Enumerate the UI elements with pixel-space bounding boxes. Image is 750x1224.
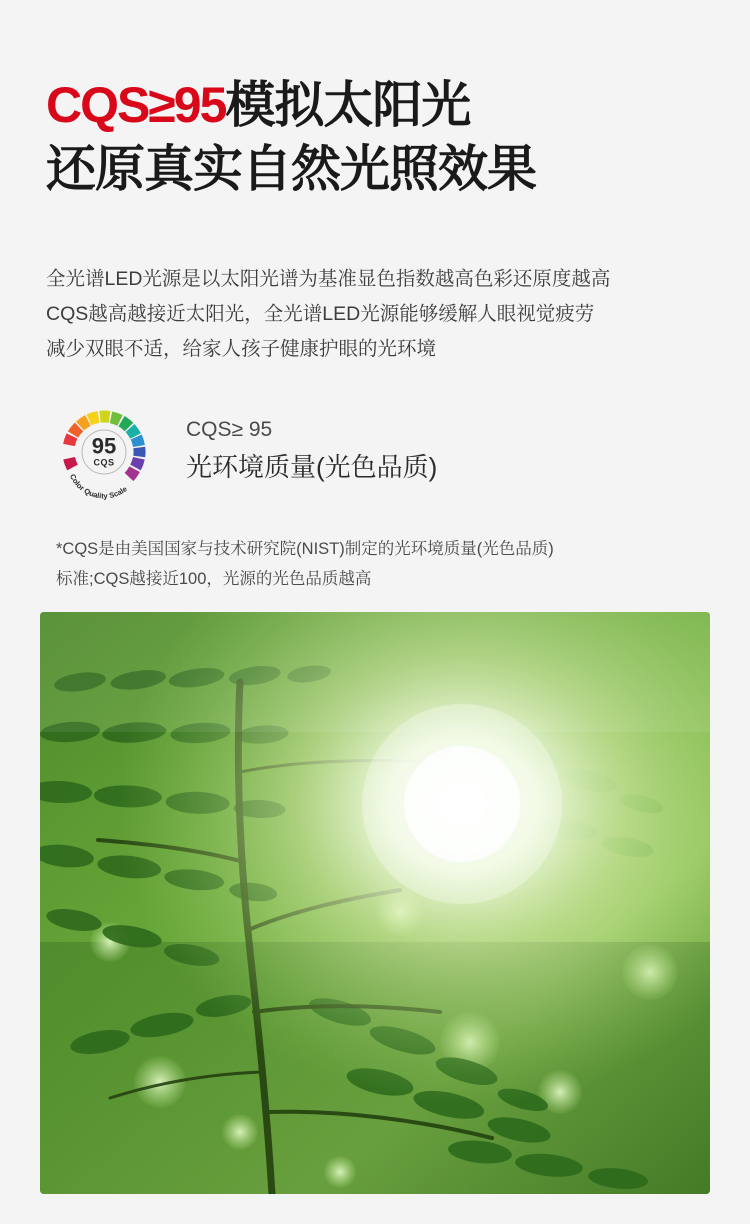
footnote (56, 534, 716, 594)
headline-line-2: 还原真实自然光照效果 (46, 141, 536, 197)
paragraph-line-1: 全光谱LED光源是以太阳光谱为基准显色指数越高色彩还原度越高 (46, 268, 611, 290)
badge-text-block (186, 416, 437, 486)
sunlight-through-leaves-photo (40, 612, 710, 1194)
intro-paragraph (46, 262, 706, 367)
svg-text:Color Quality Scale: Color Quality Scale (67, 472, 129, 501)
page-title (46, 76, 726, 198)
cqs-badge-row (46, 408, 706, 512)
footnote-line-1: *CQS是由美国国家与技术研究院(NIST)制定的光环境质量(光色品质) (56, 540, 554, 558)
headline-line-1-rest: 模拟太阳光 (225, 77, 471, 133)
badge-center-text (91, 433, 117, 469)
paragraph-line-2: CQS越高越接近太阳光，全光谱LED光源能够缓解人眼视觉疲劳 (46, 303, 595, 325)
badge-title-small: CQS≥ 95 (186, 418, 273, 441)
cqs-badge (52, 408, 156, 512)
badge-label: CQS (93, 457, 115, 468)
paragraph-line-3: 减少双眼不适，给家人孩子健康护眼的光环境 (46, 338, 437, 360)
footnote-line-2: 标准;CQS越接近100，光源的光色品质越高 (56, 570, 372, 588)
headline-line-1 (46, 76, 726, 134)
badge-title-big: 光环境质量(光色品质) (186, 452, 438, 482)
headline-accent: CQS≥95 (46, 77, 226, 133)
badge-score: 95 (91, 433, 117, 459)
